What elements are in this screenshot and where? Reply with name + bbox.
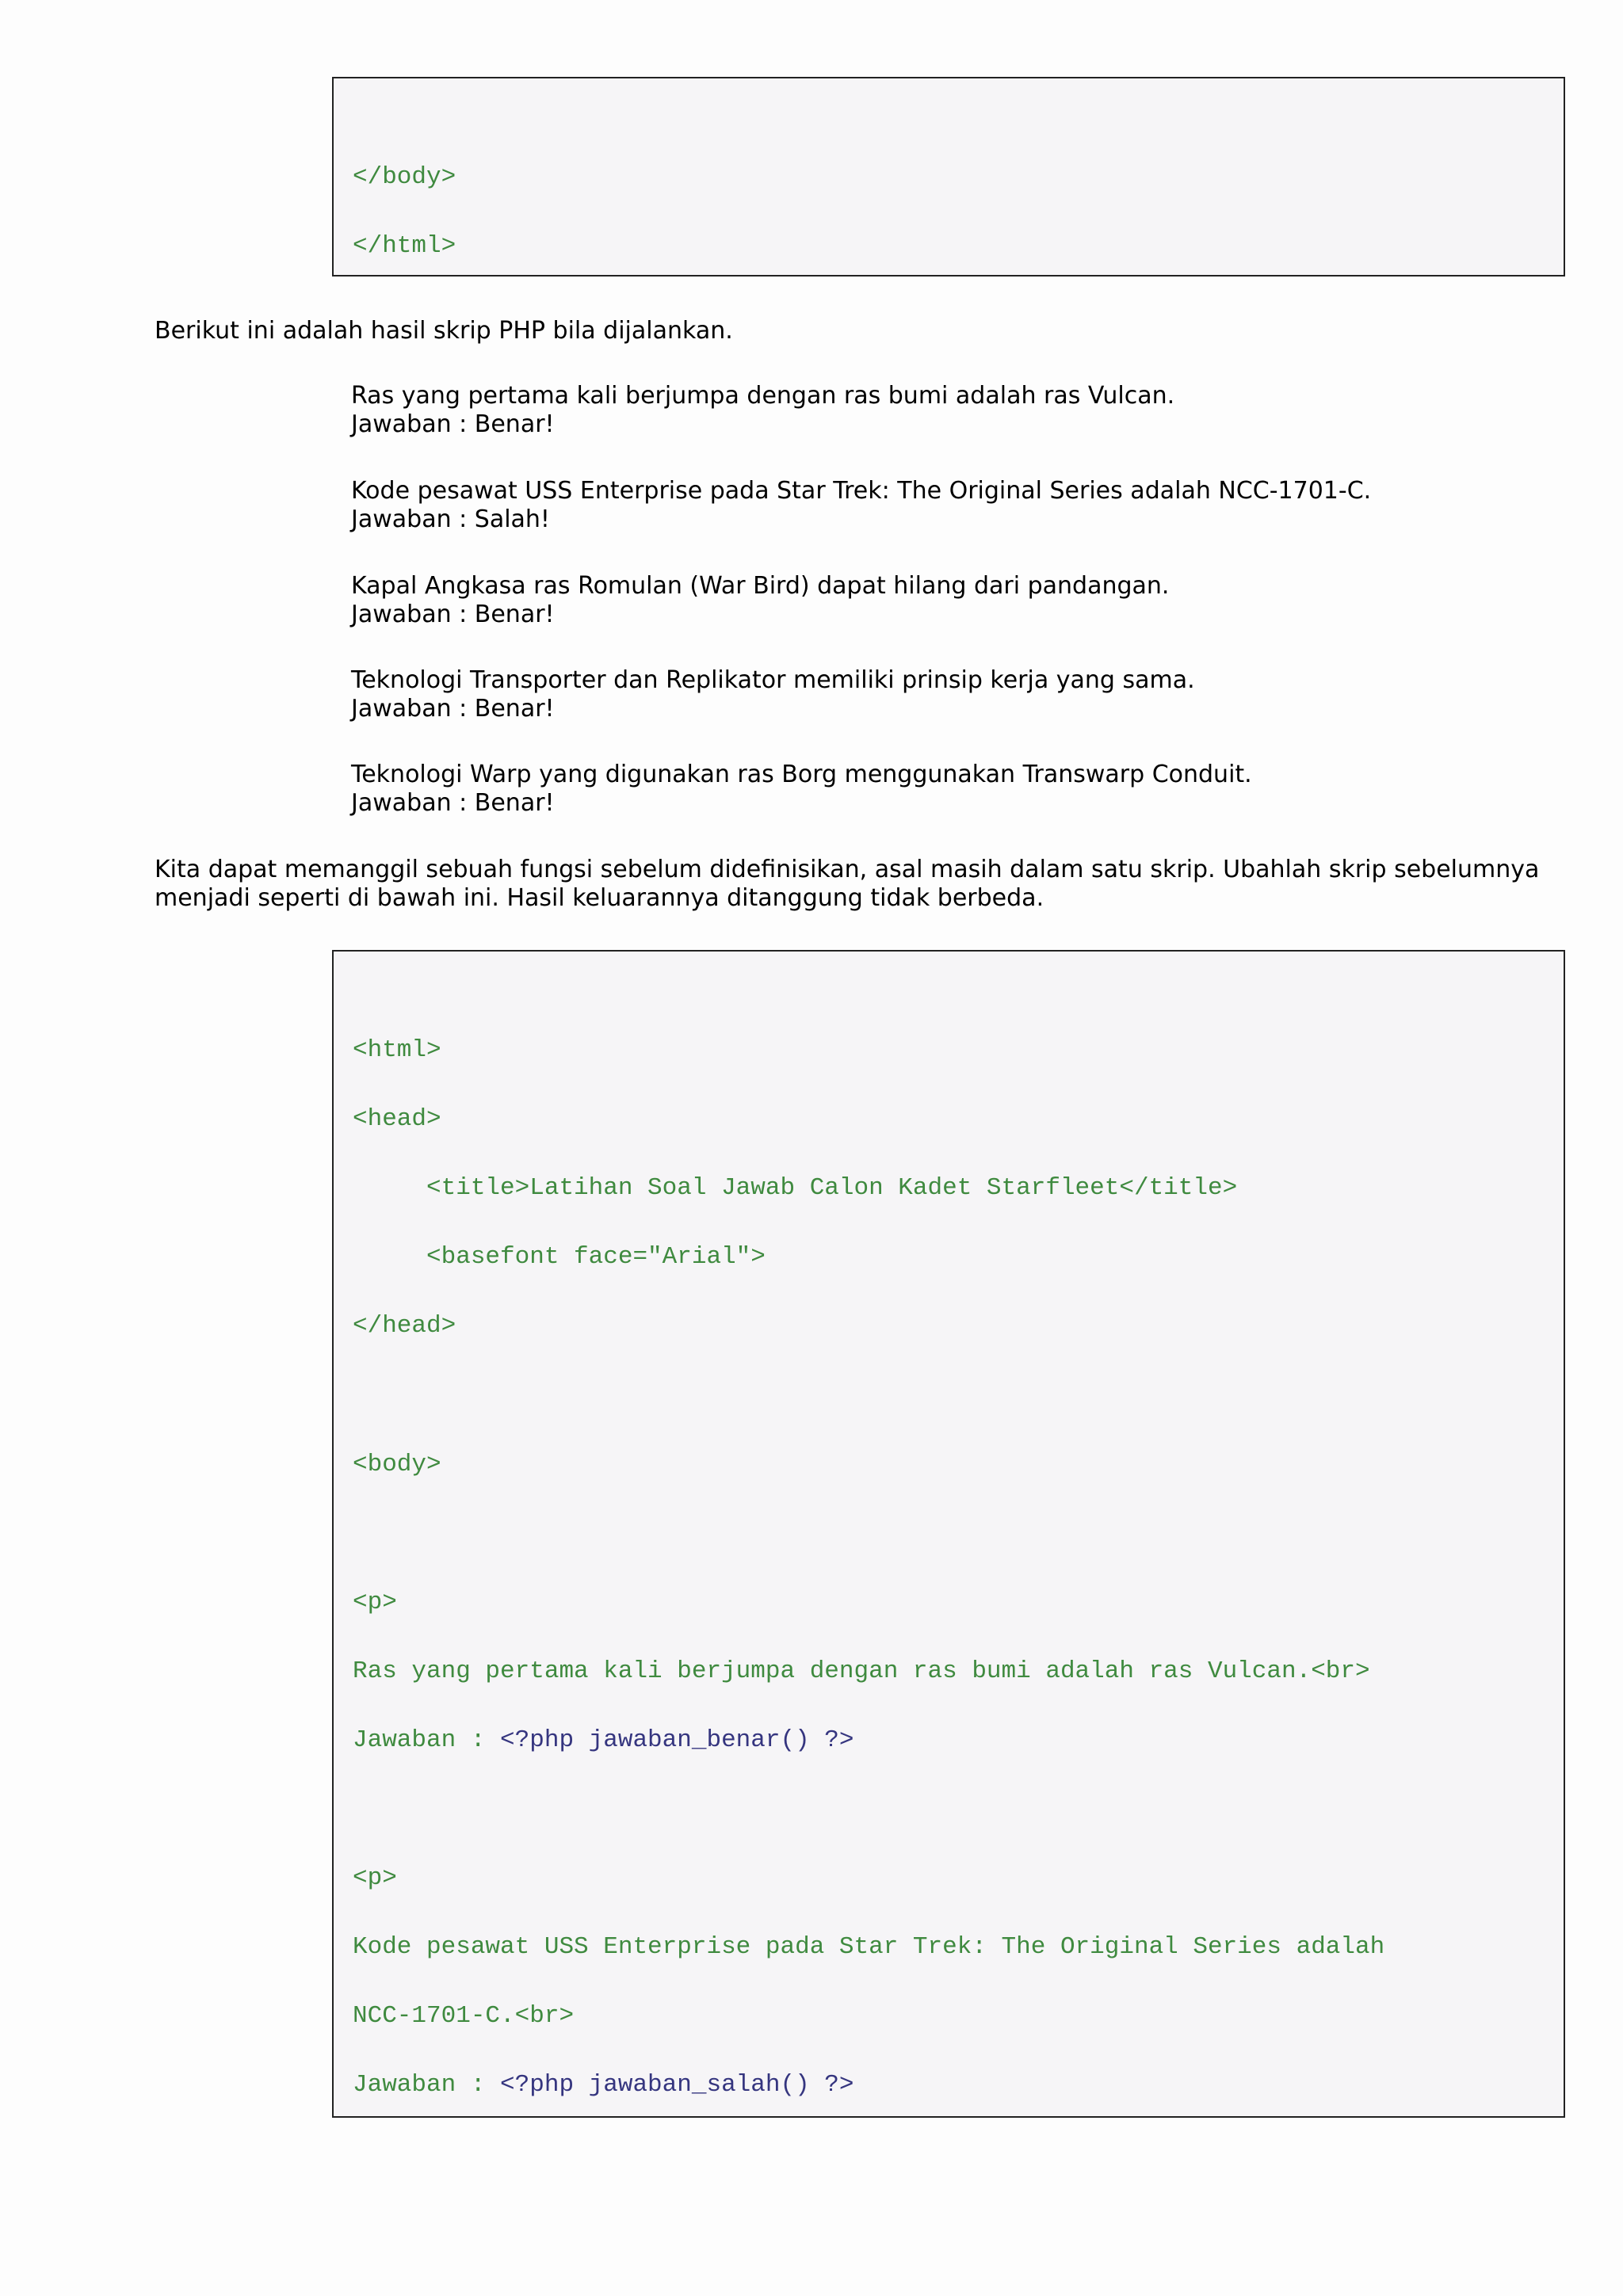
code-block-top xyxy=(332,77,1565,277)
php-code: <?php jawaban_benar() ?> xyxy=(500,1726,854,1754)
output-item xyxy=(351,382,1540,439)
code-block-bottom xyxy=(332,950,1565,2118)
output-item xyxy=(351,572,1540,629)
output-item xyxy=(351,477,1540,534)
output-question: Teknologi Transporter dan Replikator memiliki prinsip kerja yang sama. xyxy=(351,666,1195,694)
code-line: <body> xyxy=(353,1451,441,1478)
code-line: <title>Latihan Soal Jawab Calon Kadet Starfleet</title> xyxy=(353,1174,1238,1202)
output-item xyxy=(351,761,1540,818)
explanation-paragraph: Kita dapat memanggil sebuah fungsi sebelum didefinisikan, asal masih dalam satu skrip. Ubahlah skrip sebelumnya menjadi seperti di bawah ini. Hasil keluarannya ditanggung tidak berbeda. xyxy=(155,856,1540,912)
code-text: Jawaban : xyxy=(353,2071,501,2099)
code-line: NCC-1701-C.<br> xyxy=(353,2002,575,2030)
intro-paragraph: Berikut ini adalah hasil skrip PHP bila dijalankan. xyxy=(155,317,733,345)
output-answer: Jawaban : Salah! xyxy=(351,505,550,533)
code-line xyxy=(353,2070,854,2100)
output-answer: Jawaban : Benar! xyxy=(351,601,555,628)
output-answer: Jawaban : Benar! xyxy=(351,789,555,817)
code-line: <basefont face="Arial"> xyxy=(353,1243,766,1271)
output-question: Teknologi Warp yang digunakan ras Borg menggunakan Transwarp Conduit. xyxy=(351,761,1252,788)
output-question: Ras yang pertama kali berjumpa dengan ras bumi adalah ras Vulcan. xyxy=(351,382,1175,410)
output-question: Kode pesawat USS Enterprise pada Star Trek: The Original Series adalah NCC-1701-C. xyxy=(351,477,1372,505)
code-line: Ras yang pertama kali berjumpa dengan ras bumi adalah ras Vulcan.<br> xyxy=(353,1657,1370,1685)
output-question: Kapal Angkasa ras Romulan (War Bird) dapat hilang dari pandangan. xyxy=(351,572,1170,600)
code-line: Kode pesawat USS Enterprise pada Star Trek: The Original Series adalah xyxy=(353,1933,1385,1961)
code-text: Jawaban : xyxy=(353,1726,501,1754)
code-line: </html> xyxy=(353,232,456,260)
output-answer: Jawaban : Benar! xyxy=(351,695,555,723)
code-line: <p> xyxy=(353,1589,397,1616)
output-answer: Jawaban : Benar! xyxy=(351,410,555,438)
code-line: <head> xyxy=(353,1105,441,1133)
code-line xyxy=(353,1726,854,1756)
code-line: </head> xyxy=(353,1312,456,1340)
code-line: <p> xyxy=(353,1864,397,1892)
code-line: </body> xyxy=(353,163,456,191)
code-line: <html> xyxy=(353,1036,441,1064)
php-code: <?php jawaban_salah() ?> xyxy=(500,2071,854,2099)
output-item xyxy=(351,666,1540,723)
